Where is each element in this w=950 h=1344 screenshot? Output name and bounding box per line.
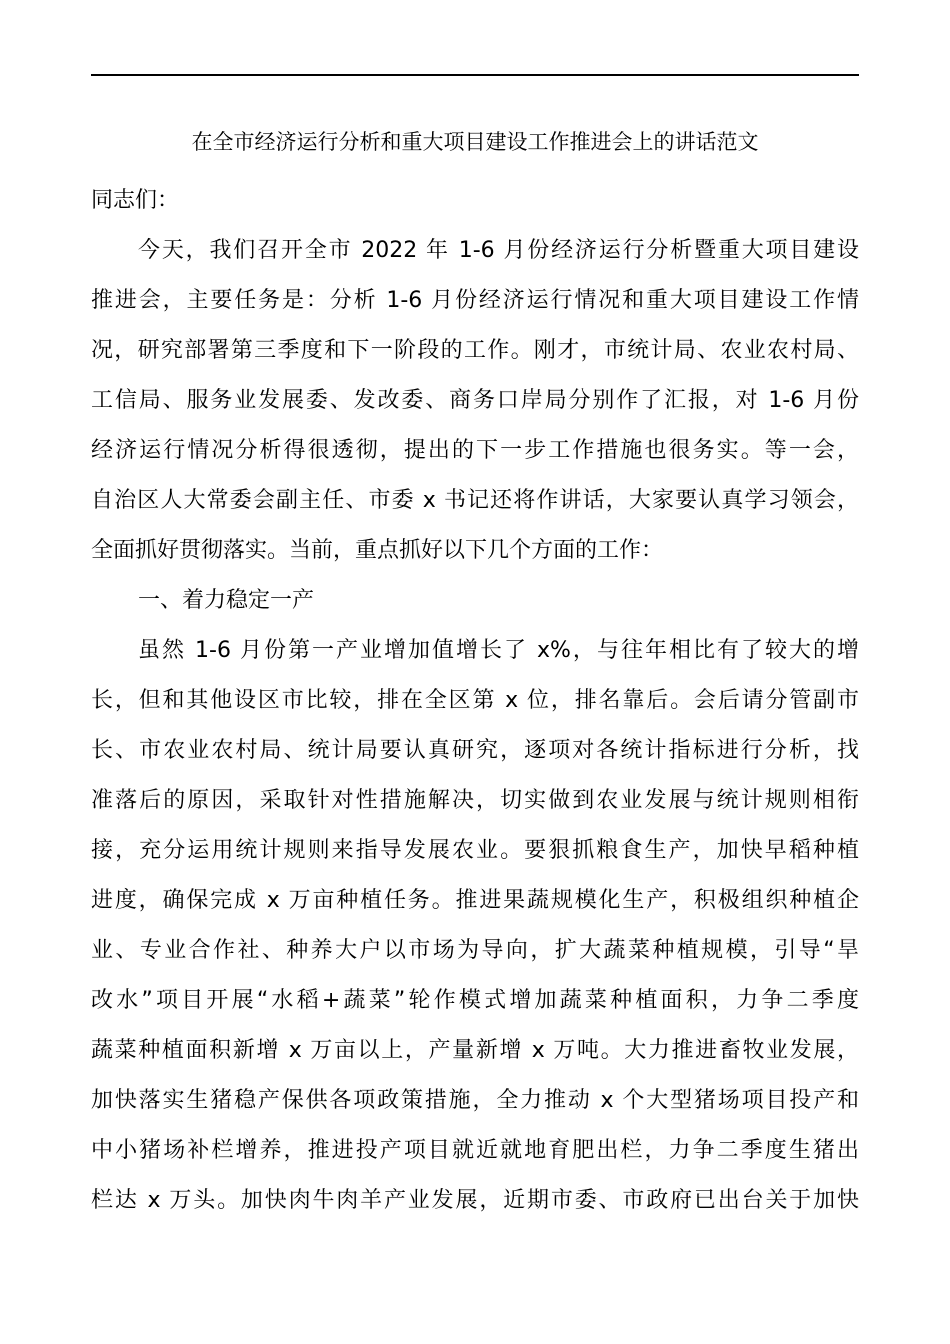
paragraph-line: 业、专业合作社、种养大户以市场为导向，扩大蔬菜种植规模，引导“旱 [91, 938, 859, 963]
paragraph-line: 虽然 1-6 月份第一产业增加值增长了 x%，与往年相比有了较大的增 [138, 638, 859, 663]
document-body [91, 176, 859, 1226]
header-rule [91, 74, 859, 76]
paragraph-line: 接，充分运用统计规则来指导发展农业。要狠抓粮食生产，加快早稻种植 [91, 838, 859, 863]
paragraph-line: 长、市农业农村局、统计局要认真研究，逐项对各统计指标进行分析，找 [91, 738, 859, 763]
paragraph-line: 推进会，主要任务是：分析 1-6 月份经济运行情况和重大项目建设工作情 [91, 288, 859, 313]
paragraph-line: 加快落实生猪稳产保供各项政策措施，全力推动 x 个大型猪场项目投产和 [91, 1088, 859, 1113]
paragraph-line: 况，研究部署第三季度和下一阶段的工作。刚才，市统计局、农业农村局、 [91, 338, 859, 363]
paragraph-line: 改水”项目开展“水稻+蔬菜”轮作模式增加蔬菜种植面积，力争二季度 [91, 988, 859, 1013]
paragraph-line: 蔬菜种植面积新增 x 万亩以上，产量新增 x 万吨。大力推进畜牧业发展， [91, 1038, 859, 1063]
section-heading: 一、着力稳定一产 [138, 588, 315, 613]
paragraph-line: 中小猪场补栏增养，推进投产项目就近就地育肥出栏，力争二季度生猪出 [91, 1138, 859, 1163]
paragraph-line: 工信局、服务业发展委、发改委、商务口岸局分别作了汇报，对 1-6 月份 [91, 388, 859, 413]
salutation: 同志们： [91, 188, 180, 213]
paragraph-line: 长，但和其他设区市比较，排在全区第 x 位，排名靠后。会后请分管副市 [91, 688, 859, 713]
paragraph-line: 准落后的原因，采取针对性措施解决，切实做到农业发展与统计规则相衔 [91, 788, 859, 813]
paragraph-line: 全面抓好贯彻落实。当前，重点抓好以下几个方面的工作： [91, 538, 664, 563]
paragraph-line: 栏达 x 万头。加快肉牛肉羊产业发展，近期市委、市政府已出台关于加快 [91, 1188, 859, 1213]
paragraph-line: 自治区人大常委会副主任、市委 x 书记还将作讲话，大家要认真学习领会， [91, 488, 859, 513]
paragraph-line: 进度，确保完成 x 万亩种植任务。推进果蔬规模化生产，积极组织种植企 [91, 888, 859, 913]
paragraph-line: 今天，我们召开全市 2022 年 1-6 月份经济运行分析暨重大项目建设 [138, 238, 859, 263]
paragraph-line: 经济运行情况分析得很透彻，提出的下一步工作措施也很务实。等一会， [91, 438, 859, 463]
document-title: 在全市经济运行分析和重大项目建设工作推进会上的讲话范文 [191, 130, 759, 154]
